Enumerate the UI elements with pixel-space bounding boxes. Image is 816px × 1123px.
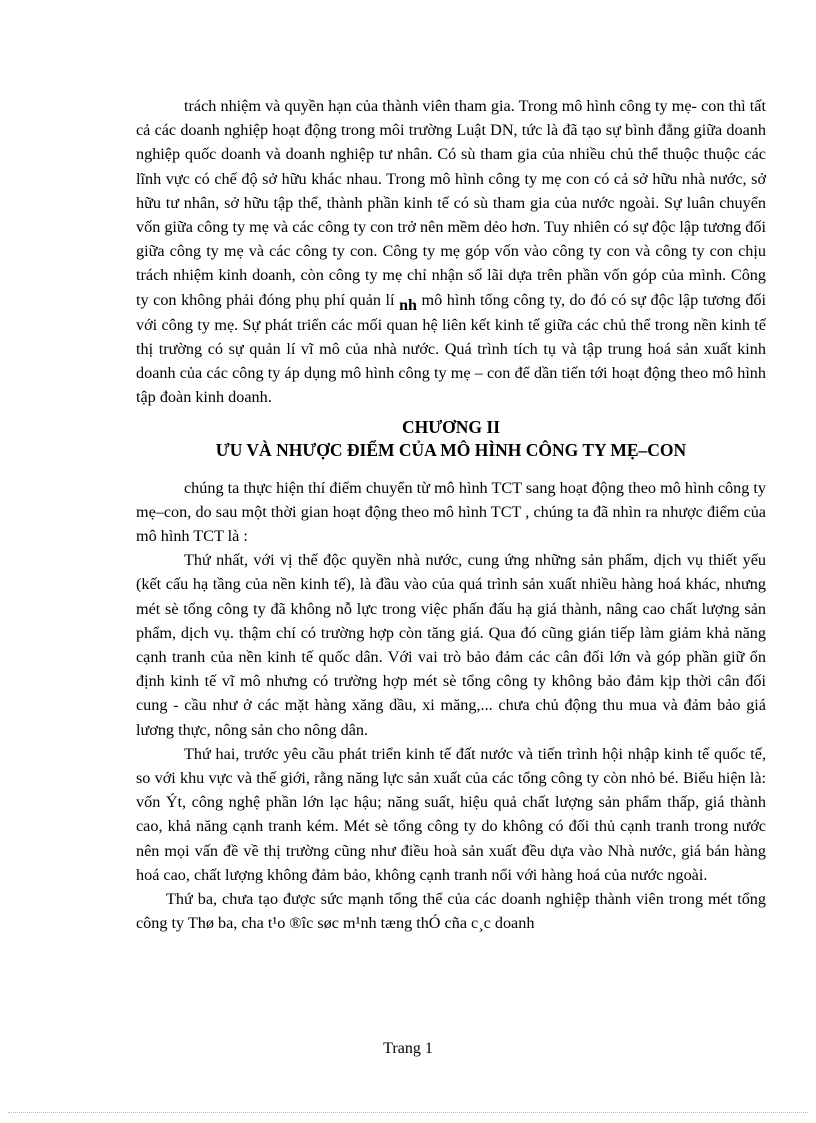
chapter-title: ƯU VÀ NHƯỢC ĐIỂM CỦA MÔ HÌNH CÔNG TY MẸ–CON [215, 439, 687, 460]
paragraph-intro-part1: trách nhiệm và quyền hạn của thành viên tham gia. Trong mô hình công ty mẹ- con thì tất cả các doanh nghiệp hoạt động trong môi trường Luật DN, tức là đã tạo sự bình đẳng giữa doanh nghiệp quốc doanh và doanh nghiệp tư nhân. Có sù tham gia của nhiều chủ thể thuộc thuộc các lĩnh vực có chế độ sở hữu khác nhau. Trong mô hình công ty mẹ con có cả sở hữu nhà nước, sở hữu tư nhân, sở hữu tập thể, thành phần kinh tế có sù tham gia của nước ngoài. Sự luân chuyển vốn giữa công ty mẹ và các công ty con trở nên mềm dẻo hơn. Tuy nhiên có sự độc lập tương đối giữa công ty mẹ và các công ty con. Công ty mẹ góp vốn vào công ty con và công ty con chịu trách nhiệm kinh doanh, còn công ty mẹ chỉ nhận số lãi dựa trên phần vốn góp của mình. Công ty con không phải đóng phụ phí quản lí [136, 97, 766, 309]
paragraph-third-point: Thứ ba, chưa tạo được sức mạnh tổng thể của các doanh nghiệp thành viên trong mét tổng công ty Thø ba, cha t¹o ®îc søc m¹nh tæng thÓ cña c¸c doanh [136, 890, 766, 933]
paragraph-intro-part2: mô hình tổng công ty, do đó có sự độc lập tương đối với công ty mẹ. Sự phát triển các mối quan hệ liên kết kinh tế giữa các chủ thể trong nền kinh tế thị trường có sự quản lí vĩ mô của nhà nước. Quá trình tích tụ và tập trung hoá sản xuất kinh doanh của các công ty áp dụng mô hình công ty mẹ – con để dần tiến tới hoạt động theo mô hình tập đoàn kinh doanh. [136, 290, 767, 407]
page-boundary-divider [8, 1112, 808, 1113]
paragraph-second-point: Thứ hai, trước yêu cầu phát triển kinh tế đất nước và tiến trình hội nhập kinh tế quốc tế, so với khu vực và thế giới, rằng năng lực sản xuất của các tổng công ty còn nhỏ bé. Biểu hiện là: vốn Ýt, công nghệ phần lớn lạc hậu; năng suất, hiệu quả chất lượng sản phẩm thấp, giá thành cao, khả năng cạnh tranh kém. Mét sè tổng công ty do không có đối thủ cạnh tranh trong nước nên mọi vấn đề về thị trường cũng như điều hoà sản xuất đều dựa vào Nhà nước, giá bán hàng hoá cao, chất lượng không đảm bảo, không cạnh tranh nổi với hàng hoá của nước ngoài. [136, 744, 766, 884]
page-footer [0, 1040, 816, 1058]
paragraph-overview: chúng ta thực hiện thí điểm chuyển từ mô hình TCT sang hoạt động theo mô hình công ty mẹ–con, do sau một thời gian hoạt động theo mô hình TCT , chúng ta đã nhìn ra nhược điểm của mô hình TCT là : [136, 478, 766, 546]
chapter-heading [136, 416, 766, 462]
chapter-number: CHƯƠNG II [401, 416, 501, 437]
paragraph-intro [136, 94, 766, 410]
document-body [136, 94, 766, 936]
page-number: Trang 1 [383, 1040, 433, 1057]
paragraph-first-point: Thứ nhất, với vị thế độc quyền nhà nước, cung ứng những sản phẩm, dịch vụ thiết yếu (kết cấu hạ tầng của nền kinh tế), là đầu vào của quá trình sản xuất nhiều hàng hoá khác, nhưng mét sè tổng công ty đã không nỗ lực trong việc phấn đấu hạ giá thành, nâng cao chất lượng sản phẩm, dịch vụ. thậm chí có trường hợp còn tăng giá. Qua đó cũng gián tiếp làm giảm khả năng cạnh tranh của nền kinh tế quốc dân. Với vai trò bảo đảm các cân đối lớn và góp phần giữ ổn định kinh tế vĩ mô nhưng có trường hợp mét sè tổng công ty không bảo đảm kịp thời cân đối cung - cầu như ở các mặt hàng xăng dầu, xi măng,... chưa chủ động thu mua và đảm bảo giá lương thực, nông sản cho nông dân. [136, 551, 766, 739]
stray-text-fragment: nh [399, 296, 417, 314]
